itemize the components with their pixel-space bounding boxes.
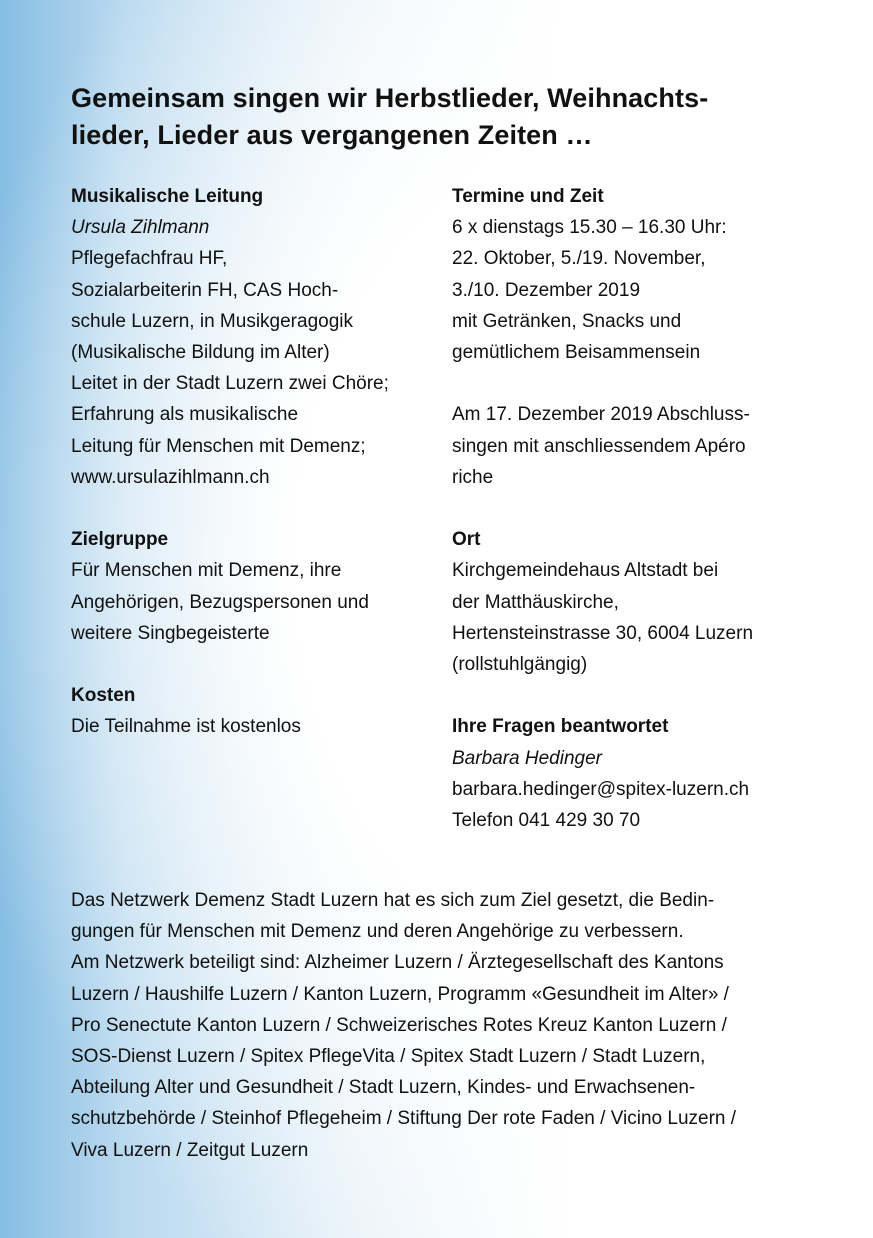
termine-heading: Termine und Zeit xyxy=(452,186,604,207)
leitung-line: Erfahrung als musikalische xyxy=(71,404,299,426)
ort-line: Hertensteinstrasse 30, 6004 Luzern xyxy=(452,622,754,644)
fragen-heading: Ihre Fragen beantwortet xyxy=(452,716,669,738)
fragen-name: Barbara Hedinger xyxy=(452,747,602,769)
paragraph-line: Pro Senectute Kanton Luzern / Schweizerisches Rotes Kreuz Kanton Luzern / xyxy=(71,1014,727,1036)
ort-line: Kirchgemeindehaus Altstadt bei xyxy=(452,560,719,582)
zielgruppe-line: Angehörigen, Bezugspersonen und xyxy=(71,591,369,613)
paragraph-line: Abteilung Alter und Gesundheit / Stadt Luzern, Kindes- und Erwachsenen- xyxy=(71,1077,696,1099)
leitung-line: Pflegefachfrau HF, xyxy=(71,248,228,270)
fragen-email: barbara.hedinger@spitex-luzern.ch xyxy=(452,778,750,800)
headline xyxy=(71,80,811,154)
leitung-line: (Musikalische Bildung im Alter) xyxy=(71,342,330,364)
section-fragen xyxy=(452,711,832,836)
paragraph-line: gungen für Menschen mit Demenz und deren Angehörige zu verbessern. xyxy=(71,921,684,943)
paragraph-line: SOS-Dienst Luzern / Spitex PflegeVita / Spitex Stadt Luzern / Stadt Luzern, xyxy=(71,1046,706,1068)
headline-line: lieder, Lieder aus vergangenen Zeiten … xyxy=(71,120,593,150)
leitung-line: Sozialarbeiterin FH, CAS Hoch- xyxy=(71,279,339,301)
zielgruppe-heading: Zielgruppe xyxy=(71,529,169,551)
section-zielgruppe xyxy=(71,524,441,649)
abschluss-line: singen mit anschliessendem Apéro xyxy=(452,435,746,457)
zielgruppe-line: Für Menschen mit Demenz, ihre xyxy=(71,560,342,582)
network-paragraph xyxy=(71,885,821,1166)
termine-line: 6 x dienstags 15.30 – 16.30 Uhr: xyxy=(452,217,727,239)
section-kosten xyxy=(71,680,441,742)
section-leitung xyxy=(71,181,441,493)
fragen-phone: Telefon 041 429 30 70 xyxy=(452,810,641,832)
section-ort xyxy=(452,524,832,680)
leitung-line: Leitet in der Stadt Luzern zwei Chöre; xyxy=(71,373,389,395)
abschluss-line: Am 17. Dezember 2019 Abschluss- xyxy=(452,404,750,426)
termine-line: gemütlichem Beisammensein xyxy=(452,342,701,364)
ort-heading: Ort xyxy=(452,529,481,551)
kosten-heading: Kosten xyxy=(71,685,136,707)
paragraph-line: Das Netzwerk Demenz Stadt Luzern hat es sich zum Ziel gesetzt, die Bedin- xyxy=(71,890,715,911)
leitung-line: Leitung für Menschen mit Demenz; xyxy=(71,435,366,457)
abschluss-line: riche xyxy=(452,466,494,488)
leitung-website: www.ursulazihlmann.ch xyxy=(71,466,270,488)
paragraph-line: Viva Luzern / Zeitgut Luzern xyxy=(71,1139,309,1161)
leitung-heading: Musikalische Leitung xyxy=(71,186,264,207)
termine-line: 3./10. Dezember 2019 xyxy=(452,279,641,301)
termine-line: 22. Oktober, 5./19. November, xyxy=(452,248,706,270)
section-termine xyxy=(452,181,832,368)
paragraph-line: schutzbehörde / Steinhof Pflegeheim / Stiftung Der rote Faden / Vicino Luzern / xyxy=(71,1108,737,1130)
headline-line: Gemeinsam singen wir Herbstlieder, Weihnachts- xyxy=(71,83,709,113)
leitung-line: schule Luzern, in Musikgeragogik xyxy=(71,310,353,332)
paragraph-line: Am Netzwerk beteiligt sind: Alzheimer Luzern / Ärztegesellschaft des Kantons xyxy=(71,952,724,974)
section-abschluss xyxy=(452,399,832,493)
leitung-name: Ursula Zihlmann xyxy=(71,217,210,239)
paragraph-line: Luzern / Haushilfe Luzern / Kanton Luzern, Programm «Gesundheit im Alter» / xyxy=(71,983,729,1005)
termine-line: mit Getränken, Snacks und xyxy=(452,310,682,332)
left-column xyxy=(71,181,441,774)
ort-line: der Matthäuskirche, xyxy=(452,591,619,613)
kosten-line: Die Teilnahme ist kostenlos xyxy=(71,716,301,738)
right-column xyxy=(452,181,832,867)
zielgruppe-line: weitere Singbegeisterte xyxy=(71,622,270,644)
ort-line: (rollstuhlgängig) xyxy=(452,654,588,676)
